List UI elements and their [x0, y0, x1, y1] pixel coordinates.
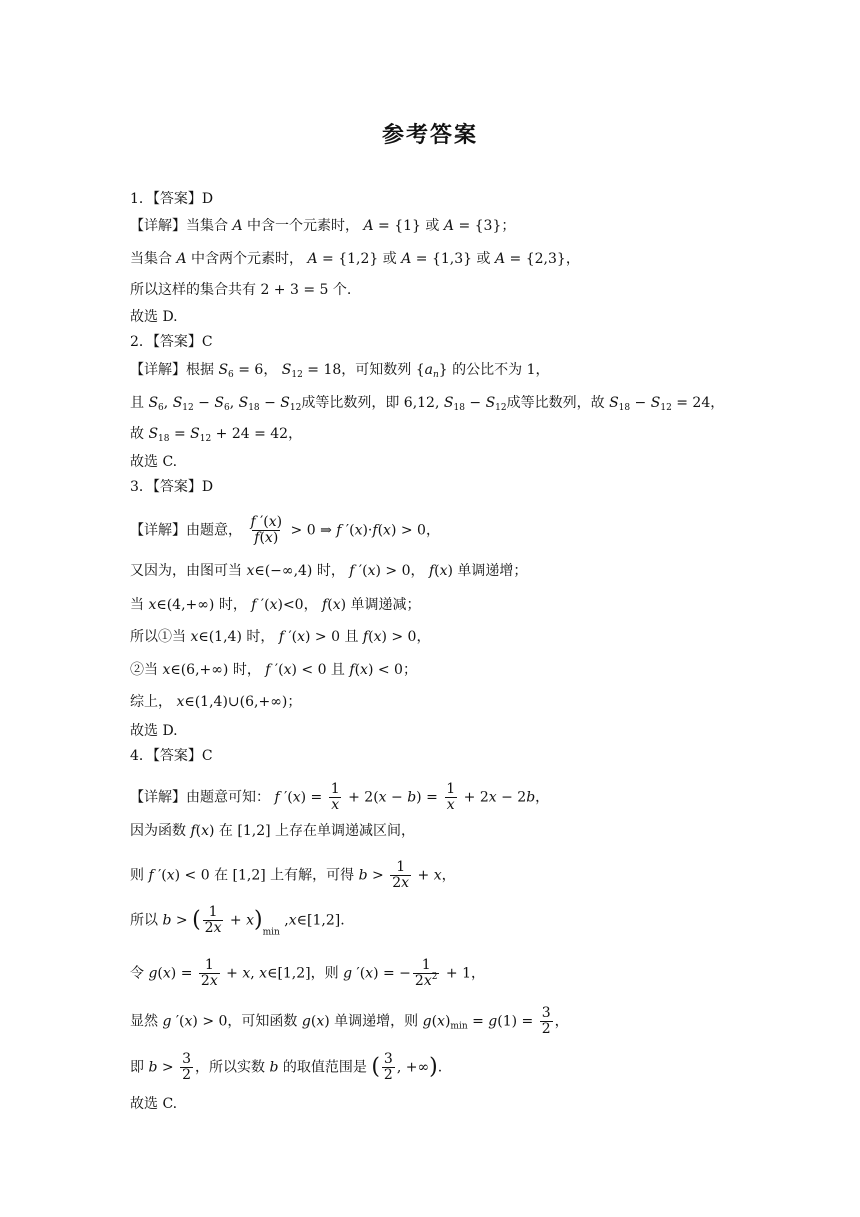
q1-answer: 1．【答案】D — [130, 191, 214, 207]
q4-detail-line6: 显然 g ′(x) > 0，可知函数 g(x) 单调递增，则 $g(x)_{min} = g(1)$ = $\frac{3}{2}$ ， — [130, 1005, 569, 1037]
q2-conclusion: 故选 C. — [130, 454, 178, 470]
q2-detail-line2: 且 $S_6$, $S_{12} - S_6$, $S_{18} - S_{12}$成等比数列，即 6,12, $S_{18} - S_{12}$成等比数列，故 $S_{18} - S_{12} = 24$， — [130, 395, 725, 413]
q4-detail-line4: 所以 b > ( $\frac{1}{2x}$ + $x)_{min}$ ,x∈[1,2]. — [130, 904, 345, 938]
page-title: 参考答案 — [381, 123, 478, 148]
q4-detail-line1: 【详解】由题意可知： f ′(x) = $\frac{1}{x}$ + 2(x − b) = $\frac{1}{x}$ + 2x − 2b， — [130, 781, 550, 813]
q2-detail-line1: 【详解】根据 $S_6 = 6$， $S_{12} = 18$，可知数列 $\{a_n\}$ 的公比不为 1， — [130, 362, 550, 380]
q1-detail-line2: 当集合 A 中含两个元素时， A = {1,2} 或 A = {1,3} 或 A = {2,3}， — [130, 251, 580, 267]
q4-detail-line7: 即 b > $\frac{3}{2}$ ，所以实数 b 的取值范围是 ( $\frac{3}{2}$ , +∞). — [130, 1051, 443, 1083]
q4-detail-line2: 因为函数 f(x) 在 [1,2] 上存在单调递减区间， — [130, 823, 416, 839]
q3-answer: 3．【答案】D — [130, 479, 214, 495]
q3-detail-line2: 又因为，由图可当 x∈(−∞,4) 时， f ′(x) > 0， f(x) 单调递增； — [130, 563, 528, 579]
q2-detail-line3: 故 $S_{18} = S_{12} + 24 = 42$， — [130, 426, 303, 444]
q2-answer: 2．【答案】C — [130, 334, 213, 350]
q3-conclusion: 故选 D. — [130, 723, 178, 739]
q3-detail-line5: ②当 x∈(6,+∞) 时， f ′(x) < 0 且 f(x) < 0； — [130, 662, 417, 678]
q4-detail-line3: 则 f ′(x) < 0 在 [1,2] 上有解，可得 b > $\frac{1}{2x}$ + x， — [130, 859, 456, 891]
q3-detail-line1: 【详解】由题意， $\frac{f '(x)}{f(x)}$ > 0 ⇒ f ′(x)·f(x) > 0， — [130, 514, 440, 546]
q1-detail-line1: 【详解】当集合 A 中含一个元素时， A = {1} 或 A = {3}； — [130, 218, 516, 234]
q3-detail-line3: 当 x∈(4,+∞) 时， f ′(x)<0， f(x) 单调递减； — [130, 597, 421, 613]
q3-detail-line4: 所以①当 x∈(1,4) 时， f ′(x) > 0 且 f(x) > 0， — [130, 629, 431, 645]
q1-detail-line3: 所以这样的集合共有 2 + 3 = 5 个. — [130, 282, 352, 298]
q4-detail-line5: 令 g(x) = $\frac{1}{2x}$ + x, x∈[1,2]，则 g ′(x) = − $\frac{1}{2x^2}$ + 1， — [130, 957, 485, 989]
q4-conclusion: 故选 C. — [130, 1096, 178, 1112]
q3-detail-line6: 综上， x∈(1,4)∪(6,+∞)； — [130, 694, 302, 710]
q4-answer: 4．【答案】C — [130, 748, 213, 764]
q1-conclusion: 故选 D. — [130, 309, 178, 325]
